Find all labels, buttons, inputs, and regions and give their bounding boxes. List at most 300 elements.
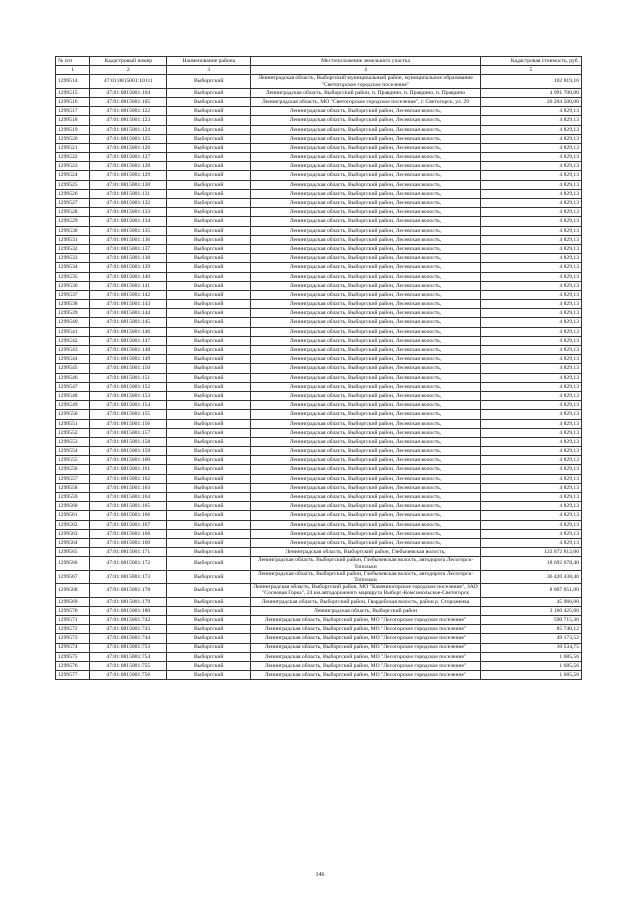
row-number: 1299518	[56, 116, 90, 125]
district-name: Выборгский	[167, 538, 251, 547]
cadastral-number: 47:01:0815001:160	[90, 456, 167, 465]
location: Ленинградская область, Выборгский район, МО "Каменногорское городское поселение", ЗАО "Сосновая Горка", 24 км.автодорожного маршрута Выборг-Комсомольское-Светогорск	[251, 584, 481, 597]
location: Ленинградская область, Выборгский район, МО "Лесогорское городское поселение"	[251, 615, 481, 624]
district-name: Выборгский	[167, 153, 251, 162]
district-name: Выборгский	[167, 336, 251, 345]
cadastral-number: 47:01:0815001:171	[90, 548, 167, 557]
table-row	[56, 346, 582, 355]
district-name: Выборгский	[167, 143, 251, 152]
cadastral-value: 4 829,13	[480, 226, 581, 235]
location: Ленинградская область, Выборгский район, Лесевская волость,	[251, 318, 481, 327]
cadastral-value: 4 829,13	[480, 281, 581, 290]
cadastral-number: 47:01:0815001:144	[90, 309, 167, 318]
cadastral-value: 4 829,13	[480, 235, 581, 244]
location: Ленинградская область, Выборгский район, Лесевская волость,	[251, 309, 481, 318]
location: Ленинградская область, Выборгский район, Лесевская волость,	[251, 199, 481, 208]
location: Ленинградская область, Выборгский район, Лесевская волость,	[251, 382, 481, 391]
cadastral-value: 590 715,30	[480, 615, 581, 624]
table-row	[56, 318, 582, 327]
row-number: 1299525	[56, 180, 90, 189]
district-name: Выборгский	[167, 447, 251, 456]
location: Ленинградская область, Выборгский район, Лесевская волость,	[251, 391, 481, 400]
cadastral-number: 47:01:0815001:742	[90, 615, 167, 624]
cadastral-value: 4 829,13	[480, 171, 581, 180]
location: Ленинградская область, Выборгский район, Лесевская волость,	[251, 189, 481, 198]
row-number: 1299535	[56, 272, 90, 281]
cadastral-number: 47:01:0815001:163	[90, 483, 167, 492]
row-number: 1299551	[56, 419, 90, 428]
row-number: 1299560	[56, 502, 90, 511]
row-number: 1299529	[56, 217, 90, 226]
district-name: Выборгский	[167, 652, 251, 661]
table-row	[56, 254, 582, 263]
cadastral-number: 47:01:0815001:139	[90, 263, 167, 272]
row-number: 1299537	[56, 290, 90, 299]
table-row	[56, 502, 582, 511]
district-name: Выборгский	[167, 134, 251, 143]
cadastral-number: 47:01:0815001:169	[90, 538, 167, 547]
cadastral-number: 47:01:0815001:172	[90, 557, 167, 570]
table-row	[56, 643, 582, 652]
district-name: Выборгский	[167, 107, 251, 116]
table-row	[56, 309, 582, 318]
row-number: 1299564	[56, 538, 90, 547]
district-name: Выборгский	[167, 520, 251, 529]
location: Ленинградская область, Выборгский район, МО "Лесогорское городское поселение"	[251, 661, 481, 670]
location: Ленинградская область, Выборгский район, Лесевская волость,	[251, 107, 481, 116]
cadastral-value: 4 829,13	[480, 391, 581, 400]
table-row	[56, 671, 582, 680]
location: Ленинградская область, Выборгский район, Лесевская волость,	[251, 465, 481, 474]
district-name: Выборгский	[167, 180, 251, 189]
row-number: 1299520	[56, 134, 90, 143]
district-name: Выборгский	[167, 548, 251, 557]
row-number: 1299516	[56, 97, 90, 106]
location: Ленинградская область, Выборгский район, Лесевская волость,	[251, 143, 481, 152]
table-row	[56, 511, 582, 520]
table-row	[56, 336, 582, 345]
header-location: Местоположение земельного участка	[251, 57, 481, 66]
cadastral-number: 47:01:0815001:180	[90, 606, 167, 615]
cadastral-number: 47:01:0815001:744	[90, 634, 167, 643]
table-row	[56, 162, 582, 171]
cadastral-value: 36 420 438,40	[480, 570, 581, 583]
row-number: 1299565	[56, 548, 90, 557]
cadastral-value: 4 829,13	[480, 520, 581, 529]
cadastral-number: 47:01:0815001:136	[90, 235, 167, 244]
district-name: Выборгский	[167, 208, 251, 217]
cadastral-number: 47:01:0815001:105	[90, 97, 167, 106]
cadastral-value: 18 692 078,40	[480, 557, 581, 570]
row-number: 1299545	[56, 364, 90, 373]
row-number: 1299566	[56, 557, 90, 570]
row-number: 1299541	[56, 327, 90, 336]
location: Ленинградская область, Выборгский район, Лесевская волость,	[251, 272, 481, 281]
cadastral-number: 47:01:0815001:164	[90, 493, 167, 502]
table-row	[56, 153, 582, 162]
district-name: Выборгский	[167, 318, 251, 327]
location: Ленинградская область, Выборгский район, МО "Лесогорское городское поселение"	[251, 671, 481, 680]
district-name: Выборгский	[167, 401, 251, 410]
district-name: Выборгский	[167, 502, 251, 511]
location: Ленинградская область, Выборгский район, Лесевская волость,	[251, 116, 481, 125]
cadastral-value: 4 829,13	[480, 474, 581, 483]
district-name: Выборгский	[167, 364, 251, 373]
cadastral-number: 47:01:0815001:152	[90, 382, 167, 391]
column-number-5: 5	[480, 66, 581, 75]
cadastral-value: 4 829,13	[480, 208, 581, 217]
row-number: 1299523	[56, 162, 90, 171]
cadastral-number: 47:01:0815001:165	[90, 502, 167, 511]
district-name: Выборгский	[167, 272, 251, 281]
table-row	[56, 88, 582, 97]
row-number: 1299550	[56, 410, 90, 419]
table-row	[56, 456, 582, 465]
district-name: Выборгский	[167, 456, 251, 465]
location: Ленинградская область, Выборгский район, Лесевская волость,	[251, 529, 481, 538]
row-number: 1299530	[56, 226, 90, 235]
row-number: 1299556	[56, 465, 90, 474]
header-cadastral-number: Кадастровый номер	[90, 57, 167, 66]
cadastral-value: 4 829,13	[480, 162, 581, 171]
cadastral-value: 1 685,56	[480, 661, 581, 670]
cadastral-value: 4 829,13	[480, 327, 581, 336]
location: Ленинградская область, Выборгский район, Гвардейская волость, район р. Стороженка	[251, 597, 481, 606]
table-row	[56, 199, 582, 208]
location: Ленинградская область, Выборгский район, Лесевская волость,	[251, 456, 481, 465]
cadastral-number: 47:01:0815001:156	[90, 419, 167, 428]
table-row	[56, 226, 582, 235]
table-row	[56, 437, 582, 446]
cadastral-value: 4 829,13	[480, 134, 581, 143]
location: Ленинградская область, Выборгский район, Лесевская волость,	[251, 373, 481, 382]
cadastral-number: 47:01:0815001:126	[90, 143, 167, 152]
row-number: 1299527	[56, 199, 90, 208]
row-number: 1299557	[56, 474, 90, 483]
column-number-3: 3	[167, 66, 251, 75]
location: Ленинградская область, Выборгский район, Лесевская волость,	[251, 281, 481, 290]
cadastral-number: 47:01:0815001:135	[90, 226, 167, 235]
table-row	[56, 272, 582, 281]
cadastral-number: 47:01:0815001:124	[90, 125, 167, 134]
column-number-row	[56, 66, 582, 75]
row-number: 1299572	[56, 625, 90, 634]
row-number: 1299536	[56, 281, 90, 290]
location: Ленинградская область, Выборгский район, Лесевская волость,	[251, 263, 481, 272]
table-row	[56, 355, 582, 364]
cadastral-value: 4 829,13	[480, 401, 581, 410]
district-name: Выборгский	[167, 419, 251, 428]
table-row	[56, 570, 582, 583]
table-row	[56, 116, 582, 125]
district-name: Выборгский	[167, 557, 251, 570]
district-name: Выборгский	[167, 391, 251, 400]
cadastral-number: 47:01:0815001:132	[90, 199, 167, 208]
table-row	[56, 428, 582, 437]
cadastral-value: 4 829,13	[480, 346, 581, 355]
location: Ленинградская область, Выборгский район, Лесевская волость,	[251, 493, 481, 502]
table-row	[56, 125, 582, 134]
cadastral-number: 47:01:0815001:151	[90, 373, 167, 382]
district-name: Выборгский	[167, 634, 251, 643]
row-number: 1299558	[56, 483, 90, 492]
cadastral-value: 4 829,13	[480, 125, 581, 134]
location: Ленинградская область, Выборгский район, Лесевская волость,	[251, 410, 481, 419]
table-row	[56, 557, 582, 570]
row-number: 1299555	[56, 456, 90, 465]
cadastral-number: 47:01:0815001:129	[90, 171, 167, 180]
cadastral-value: 4 829,13	[480, 355, 581, 364]
district-name: Выборгский	[167, 162, 251, 171]
row-number: 1299546	[56, 373, 90, 382]
column-number-1: 1	[56, 66, 90, 75]
header-number: № п/п	[56, 57, 90, 66]
district-name: Выборгский	[167, 511, 251, 520]
cadastral-number: 47:01:0815001:153	[90, 391, 167, 400]
row-number: 1299539	[56, 309, 90, 318]
cadastral-value: 4 829,13	[480, 364, 581, 373]
district-name: Выборгский	[167, 217, 251, 226]
location: Ленинградская область, Выборгский район, Лесевская волость,	[251, 437, 481, 446]
row-number: 1299574	[56, 643, 90, 652]
cadastral-number: 47:01:0815001:756	[90, 671, 167, 680]
cadastral-value: 4 829,13	[480, 373, 581, 382]
row-number: 1299569	[56, 597, 90, 606]
district-name: Выборгский	[167, 493, 251, 502]
cadastral-value: 4 829,13	[480, 116, 581, 125]
location: Ленинградская область, Выборгский район, МО "Лесогорское городское поселение"	[251, 625, 481, 634]
location: Ленинградская область, Выборгский район, Лесевская волость,	[251, 474, 481, 483]
row-number: 1299524	[56, 171, 90, 180]
district-name: Выборгский	[167, 465, 251, 474]
cadastral-value: 4 829,13	[480, 538, 581, 547]
cadastral-value: 4 829,13	[480, 318, 581, 327]
cadastral-value: 4 991 700,00	[480, 88, 581, 97]
cadastral-number: 47:01:0815001:179	[90, 597, 167, 606]
cadastral-value: 4 829,13	[480, 143, 581, 152]
table-row	[56, 529, 582, 538]
cadastral-number: 47:01:0815001:157	[90, 428, 167, 437]
column-number-4: 4	[251, 66, 481, 75]
district-name: Выборгский	[167, 309, 251, 318]
district-name: Выборгский	[167, 570, 251, 583]
district-name: Выборгский	[167, 226, 251, 235]
location: Ленинградская область, Выборгский район, Лесевская волость,	[251, 217, 481, 226]
table-row	[56, 606, 582, 615]
cadastral-value-table	[55, 56, 582, 680]
cadastral-number: 47:01:0815001:104	[90, 88, 167, 97]
cadastral-number: 47:01:0815001:143	[90, 300, 167, 309]
cadastral-value: 4 829,13	[480, 309, 581, 318]
row-number: 1299575	[56, 652, 90, 661]
cadastral-number: 47:01:0815001:146	[90, 327, 167, 336]
table-row	[56, 661, 582, 670]
location: Ленинградская область, Выборгский район, Глебычевская волость, автодорога Лесогорск-Топольки	[251, 570, 481, 583]
district-name: Выборгский	[167, 483, 251, 492]
location: Ленинградская область, Выборгский район, п. Правдино, п. Правдино, п. Правдино	[251, 88, 481, 97]
row-number: 1299544	[56, 355, 90, 364]
cadastral-value: 4 829,13	[480, 511, 581, 520]
cadastral-number: 47:01:0815001:167	[90, 520, 167, 529]
row-number: 1299514	[56, 75, 90, 88]
district-name: Выборгский	[167, 529, 251, 538]
district-name: Выборгский	[167, 474, 251, 483]
location: Ленинградская область, Выборгский район, Лесевская волость,	[251, 538, 481, 547]
location: Ленинградская область, Выборгский район, Лесевская волость,	[251, 244, 481, 253]
row-number: 1299568	[56, 584, 90, 597]
location: Ленинградская область, Выборгский район, Лесевская волость,	[251, 419, 481, 428]
location: Ленинградская область, Выборгский район, Лесевская волость,	[251, 401, 481, 410]
table-row	[56, 171, 582, 180]
header-cadastral-value: Кадастровая стоимость, руб.	[480, 57, 581, 66]
district-name: Выборгский	[167, 606, 251, 615]
row-number: 1299548	[56, 391, 90, 400]
cadastral-value: 4 829,13	[480, 199, 581, 208]
row-number: 1299561	[56, 511, 90, 520]
row-number: 1299553	[56, 437, 90, 446]
district-name: Выборгский	[167, 355, 251, 364]
cadastral-value: 4 829,13	[480, 410, 581, 419]
table-row	[56, 217, 582, 226]
cadastral-number: 47:01:0815001:155	[90, 410, 167, 419]
cadastral-number: 47:01:0815001:149	[90, 355, 167, 364]
cadastral-number: 47:01:0815001:130	[90, 180, 167, 189]
district-name: Выборгский	[167, 75, 251, 88]
row-number: 1299542	[56, 336, 90, 345]
cadastral-number: 47:01:0815001:140	[90, 272, 167, 281]
table-row	[56, 597, 582, 606]
cadastral-value: 4 829,13	[480, 290, 581, 299]
row-number: 1299522	[56, 153, 90, 162]
district-name: Выборгский	[167, 125, 251, 134]
row-number: 1299552	[56, 428, 90, 437]
cadastral-value: 4 829,13	[480, 244, 581, 253]
cadastral-number: 47:01:0815001:142	[90, 290, 167, 299]
district-name: Выборгский	[167, 615, 251, 624]
table-row	[56, 263, 582, 272]
district-name: Выборгский	[167, 254, 251, 263]
row-number: 1299521	[56, 143, 90, 152]
location: Ленинградская область, Выборгский район, Глебычевская волость, автодорога Лесогорск-Топольки	[251, 557, 481, 570]
table-row	[56, 584, 582, 597]
district-name: Выборгский	[167, 244, 251, 253]
district-name: Выборгский	[167, 373, 251, 382]
table-row	[56, 652, 582, 661]
cadastral-value: 4 829,13	[480, 254, 581, 263]
cadastral-value: 4 829,13	[480, 428, 581, 437]
table-row	[56, 419, 582, 428]
cadastral-value: 4 829,13	[480, 180, 581, 189]
cadastral-number: 47:01:0815001:122	[90, 107, 167, 116]
cadastral-value: 102 819,16	[480, 75, 581, 88]
district-name: Выборгский	[167, 661, 251, 670]
table-row	[56, 625, 582, 634]
district-name: Выборгский	[167, 597, 251, 606]
cadastral-number: 47:01:0815001:178	[90, 584, 167, 597]
table-row	[56, 538, 582, 547]
row-number: 1299543	[56, 346, 90, 355]
cadastral-number: 47:01:0815001:138	[90, 254, 167, 263]
cadastral-number: 47:01:0815001:133	[90, 208, 167, 217]
table-row	[56, 615, 582, 624]
row-number: 1299531	[56, 235, 90, 244]
cadastral-value: 4 829,13	[480, 336, 581, 345]
district-name: Выборгский	[167, 300, 251, 309]
location: Ленинградская область, Выборгский район, Лесевская волость,	[251, 235, 481, 244]
row-number: 1299559	[56, 493, 90, 502]
table-row	[56, 483, 582, 492]
location: Ленинградская область, Выборгский район, МО "Лесогорское городское поселение"	[251, 643, 481, 652]
table-row	[56, 189, 582, 198]
district-name: Выборгский	[167, 437, 251, 446]
table-row	[56, 401, 582, 410]
cadastral-value: 3 160 425,00	[480, 606, 581, 615]
cadastral-number: 47:01:0815001:128	[90, 162, 167, 171]
location: Ленинградская область, Выборгский район, Лесевская волость,	[251, 226, 481, 235]
row-number: 1299534	[56, 263, 90, 272]
location: Ленинградская область, Выборгский район, Лесевская волость,	[251, 483, 481, 492]
cadastral-number: 47:01:0815001:147	[90, 336, 167, 345]
cadastral-value: 4 829,13	[480, 153, 581, 162]
cadastral-number: 47:01:0815001:131	[90, 189, 167, 198]
district-name: Выборгский	[167, 235, 251, 244]
location: Ленинградская область, Выборгский район, Лесевская волость,	[251, 336, 481, 345]
row-number: 1299515	[56, 88, 90, 97]
location: Ленинградская область, Выборгский район, Лесевская волость,	[251, 447, 481, 456]
cadastral-number: 47:01:0815001:123	[90, 116, 167, 125]
row-number: 1299528	[56, 208, 90, 217]
row-number: 1299519	[56, 125, 90, 134]
location: Ленинградская область, Выборгский район, Глебычевская волость,	[251, 548, 481, 557]
table-body	[56, 75, 582, 680]
district-name: Выборгский	[167, 290, 251, 299]
location: Ленинградская область, Выборгский район, Лесевская волость,	[251, 428, 481, 437]
row-number: 1299576	[56, 661, 90, 670]
cadastral-number: 47:01:0815001:162	[90, 474, 167, 483]
district-name: Выборгский	[167, 410, 251, 419]
row-number: 1299517	[56, 107, 90, 116]
cadastral-value: 4 829,13	[480, 502, 581, 511]
location: Ленинградская область, Выборгский район, Лесевская волость,	[251, 180, 481, 189]
location: Ленинградская область, Выборгский район	[251, 606, 481, 615]
location: Ленинградская область, Выборгский район, Лесевская волость,	[251, 511, 481, 520]
cadastral-value: 4 829,13	[480, 272, 581, 281]
table-row	[56, 493, 582, 502]
row-number: 1299547	[56, 382, 90, 391]
page-number: 146	[315, 872, 325, 878]
location: Ленинградская область, Выборгский район, Лесевская волость,	[251, 346, 481, 355]
cadastral-value: 4 829,13	[480, 107, 581, 116]
table-row	[56, 208, 582, 217]
row-number: 1299562	[56, 520, 90, 529]
cadastral-value: 4 829,13	[480, 456, 581, 465]
cadastral-number: 47:01:0815001:161	[90, 465, 167, 474]
cadastral-number: 47:01:0815001:127	[90, 153, 167, 162]
cadastral-number: 47:01:0815001:754	[90, 652, 167, 661]
location: Ленинградская область, Выборгский район, МО "Лесогорское городское поселение"	[251, 652, 481, 661]
district-name: Выборгский	[167, 428, 251, 437]
row-number: 1299573	[56, 634, 90, 643]
cadastral-number: 47:01:0815001:753	[90, 643, 167, 652]
table-row	[56, 244, 582, 253]
cadastral-number: 47:01:0815001:168	[90, 529, 167, 538]
district-name: Выборгский	[167, 671, 251, 680]
location: Ленинградская область, Выборгский район, Лесевская волость,	[251, 208, 481, 217]
header-district: Наименование района	[167, 57, 251, 66]
column-number-2: 2	[90, 66, 167, 75]
row-number: 1299538	[56, 300, 90, 309]
table-row	[56, 290, 582, 299]
